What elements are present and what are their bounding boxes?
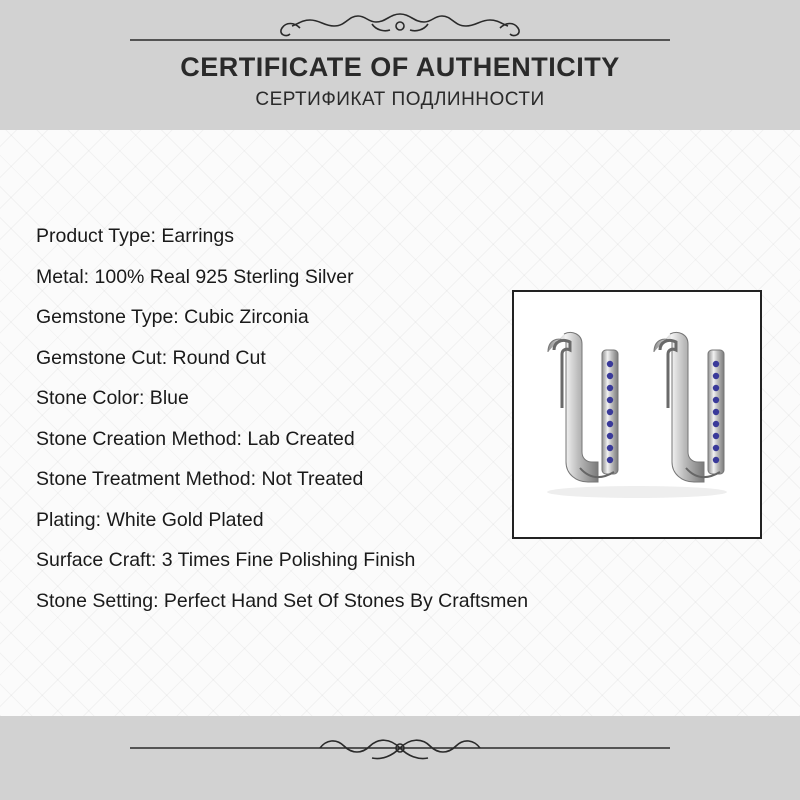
- spec-stone-setting: Stone Setting: Perfect Hand Set Of Stones By Craftsmen: [36, 589, 529, 612]
- spec-gemstone-type: Gemstone Type: Cubic Zirconia: [36, 306, 309, 328]
- spec-metal: Metal: 100% Real 925 Sterling Silver: [36, 265, 354, 288]
- spec-gemstone-cut: Gemstone Cut: Round Cut: [36, 346, 266, 369]
- spec-stone-color: Stone Color: Blue: [36, 387, 189, 409]
- spec-list: [36, 222, 528, 627]
- certificate-title-ru: СЕРТИФИКАТ ПОДЛИННОСТИ: [255, 89, 545, 110]
- spec-stone-creation-method: Stone Creation Method: Lab Created: [36, 427, 355, 450]
- earrings-photo-icon: [514, 292, 760, 537]
- certificate-title-en: CERTIFICATE OF AUTHENTICITY: [180, 52, 620, 82]
- spec-plating: Plating: White Gold Plated: [36, 508, 264, 531]
- top-ornament-icon: [0, 6, 800, 46]
- spec-stone-treatment-method: Stone Treatment Method: Not Treated: [36, 468, 364, 490]
- spec-product-type: Product Type: Earrings: [36, 225, 234, 247]
- spec-surface-craft: Surface Craft: 3 Times Fine Polishing Finish: [36, 549, 416, 571]
- product-photo-frame: [512, 290, 762, 539]
- bottom-ornament-icon: [0, 728, 800, 768]
